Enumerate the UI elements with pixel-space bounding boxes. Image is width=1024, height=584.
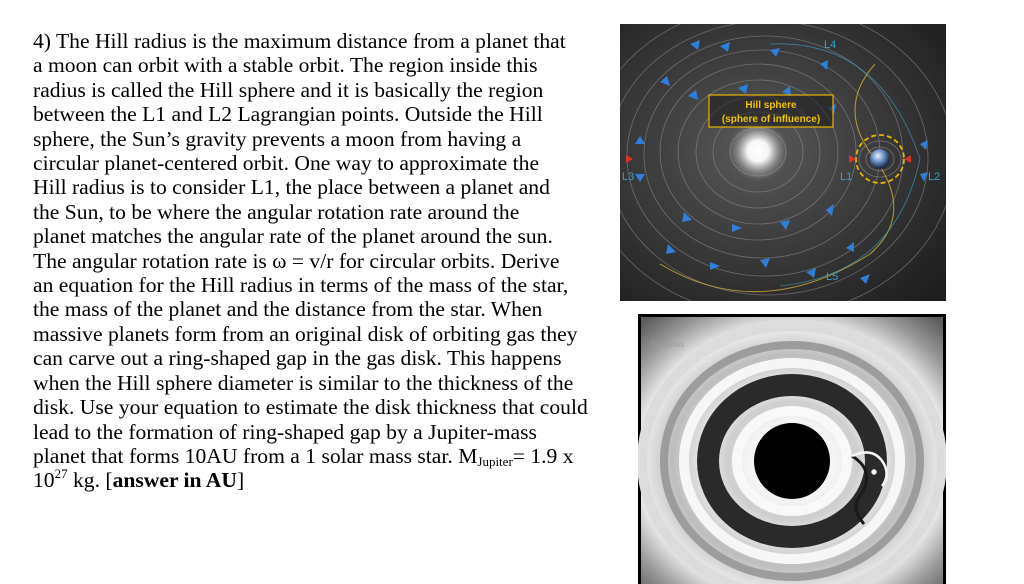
problem-text <box>33 29 623 493</box>
problem-line: an equation for the Hill radius in terms of the mass of the star, <box>33 273 569 298</box>
problem-line: The angular rotation rate is ω = v/r for circular orbits. Derive <box>33 248 560 273</box>
l2-label: L2 <box>928 171 941 183</box>
hill-sphere-label: Hill sphere <box>745 100 797 111</box>
problem-line: disk. Use your equation to estimate the disk thickness that could <box>33 395 588 420</box>
problem-line: Hill radius is to consider L1, the place between a planet and <box>33 175 550 200</box>
problem-line: when the Hill sphere diameter is similar to the thickness of the <box>33 370 574 395</box>
problem-line: circular planet-centered orbit. One way to approximate the <box>33 151 540 176</box>
problem-line: 4) The Hill radius is the maximum distance from a planet that <box>33 29 566 53</box>
answer-unit-bold: answer in AU <box>112 468 237 493</box>
line-part: = 1.9 x <box>512 443 574 468</box>
problem-line <box>33 468 623 492</box>
l1-label: L1 <box>840 171 853 183</box>
problem-line: a moon can orbit with a stable orbit. The region inside this <box>33 53 538 78</box>
problem-line: between the L1 and L2 Lagrangian points. Outside the Hill <box>33 102 543 127</box>
sun <box>728 121 788 181</box>
jupiter-subscript: Jupiter <box>477 453 513 469</box>
l5-label: L5 <box>826 271 839 283</box>
problem-line: lead to the formation of ring-shaped gap by a Jupiter-mass <box>33 419 537 444</box>
embedded-planet <box>871 469 877 475</box>
line-part: kg. [ <box>67 468 113 493</box>
line-part: 10 <box>33 468 55 493</box>
planet <box>870 149 890 169</box>
problem-line: radius is called the Hill sphere and it is basically the region <box>33 77 544 102</box>
hill-sphere-sublabel: (sphere of influence) <box>721 114 821 125</box>
exponent-superscript: 27 <box>54 466 68 482</box>
problem-line: planet matches the angular rate of the planet around the sun. <box>33 224 553 249</box>
problem-line: the mass of the planet and the distance from the star. When <box>33 297 543 322</box>
problem-line: massive planets form from an original disk of orbiting gas they <box>33 321 578 346</box>
disk-gap-figure <box>638 314 946 584</box>
line-part: planet that forms 10AU from a 1 solar mass star. M <box>33 443 478 468</box>
problem-line: can carve out a ring-shaped gap in the gas disk. This happens <box>33 346 562 371</box>
problem-line: sphere, the Sun’s gravity prevents a moon from having a <box>33 126 522 151</box>
inner-hole <box>754 423 830 499</box>
orbit-count-label: 99.9 orbits <box>650 340 685 349</box>
l3-label: L3 <box>622 171 635 183</box>
l4-label: L4 <box>824 39 837 51</box>
lagrange-figure <box>620 24 946 301</box>
problem-line <box>33 444 623 468</box>
problem-line: the Sun, to be where the angular rotation rate around the <box>33 199 520 224</box>
line-part: ] <box>236 468 245 493</box>
